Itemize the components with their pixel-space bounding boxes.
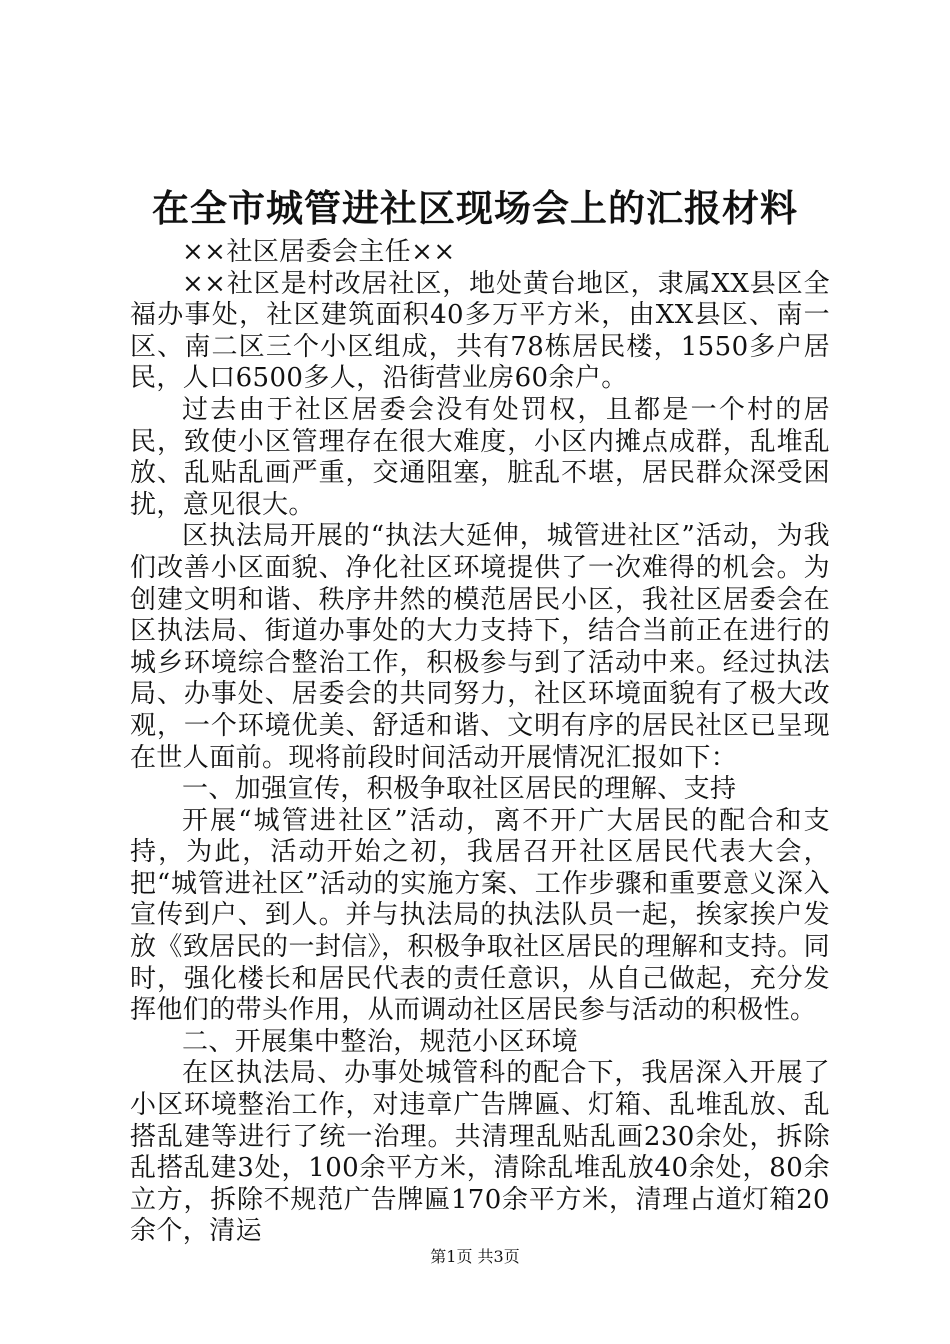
section-heading-2: 二、开展集中整治，规范小区环境 [182,1026,579,1057]
section-heading-1: 一、加强宣传，积极争取社区居民的理解、支持 [182,774,737,805]
paragraph-publicity: 开展“城管进社区”活动，离不开广大居民的配合和支持，为此，活动开始之初，我居召开社区居民代表大会，把“城管进社区”活动的实施方案、工作步骤和重要意义深入宣传到户、到人。并与执法局的执法队员一起，挨家挨户发放《致居民的一封信》，积极争取社区居民的理解和支持。同时，强化楼长和居民代表的责任意识，从自己做起，充分发挥他们的带头作用，从而调动社区居民参与活动的积极性。 [130,805,830,1026]
paragraph-overview: ××社区是村改居社区，地处黄台地区，隶属XX县区全福办事处，社区建筑面积40多万平方米，由XX县区、南一区、南二区三个小区组成，共有78栋居民楼，1550多户居民，人口6500多人，沿街营业房60余户。 [130,268,830,394]
paragraph-background: 过去由于社区居委会没有处罚权，且都是一个村的居民，致使小区管理存在很大难度，小区内摊点成群，乱堆乱放、乱贴乱画严重，交通阻塞，脏乱不堪，居民群众深受困扰，意见很大。 [130,394,830,520]
document-body [130,237,830,1248]
document-title: 在全市城管进社区现场会上的汇报材料 [152,186,798,230]
paragraph-activity: 区执法局开展的“执法大延伸，城管进社区”活动，为我们改善小区面貌、净化社区环境提供了一次难得的机会。为创建文明和谐、秩序井然的模范居民小区，我社区居委会在区执法局、街道办事处的大力支持下，结合当前正在进行的城乡环境综合整治工作，积极参与到了活动中来。经过执法局、办事处、居委会的共同努力，社区环境面貌有了极大改观，一个环境优美、舒适和谐、文明有序的居民社区已呈现在世人面前。现将前段时间活动开展情况汇报如下： [130,521,830,773]
page-number-footer: 第1页 共3页 [430,1247,520,1266]
paragraph-rectification: 在区执法局、办事处城管科的配合下，我居深入开展了小区环境整治工作，对违章广告牌匾、灯箱、乱堆乱放、乱搭乱建等进行了统一治理。共清理乱贴乱画230余处，拆除乱搭乱建3处，100余平方米，清除乱堆乱放40余处，80余立方，拆除不规范广告牌匾170余平方米，清理占道灯箱20余个，清运 [130,1058,830,1247]
author-line: ××社区居委会主任×× [182,237,456,267]
